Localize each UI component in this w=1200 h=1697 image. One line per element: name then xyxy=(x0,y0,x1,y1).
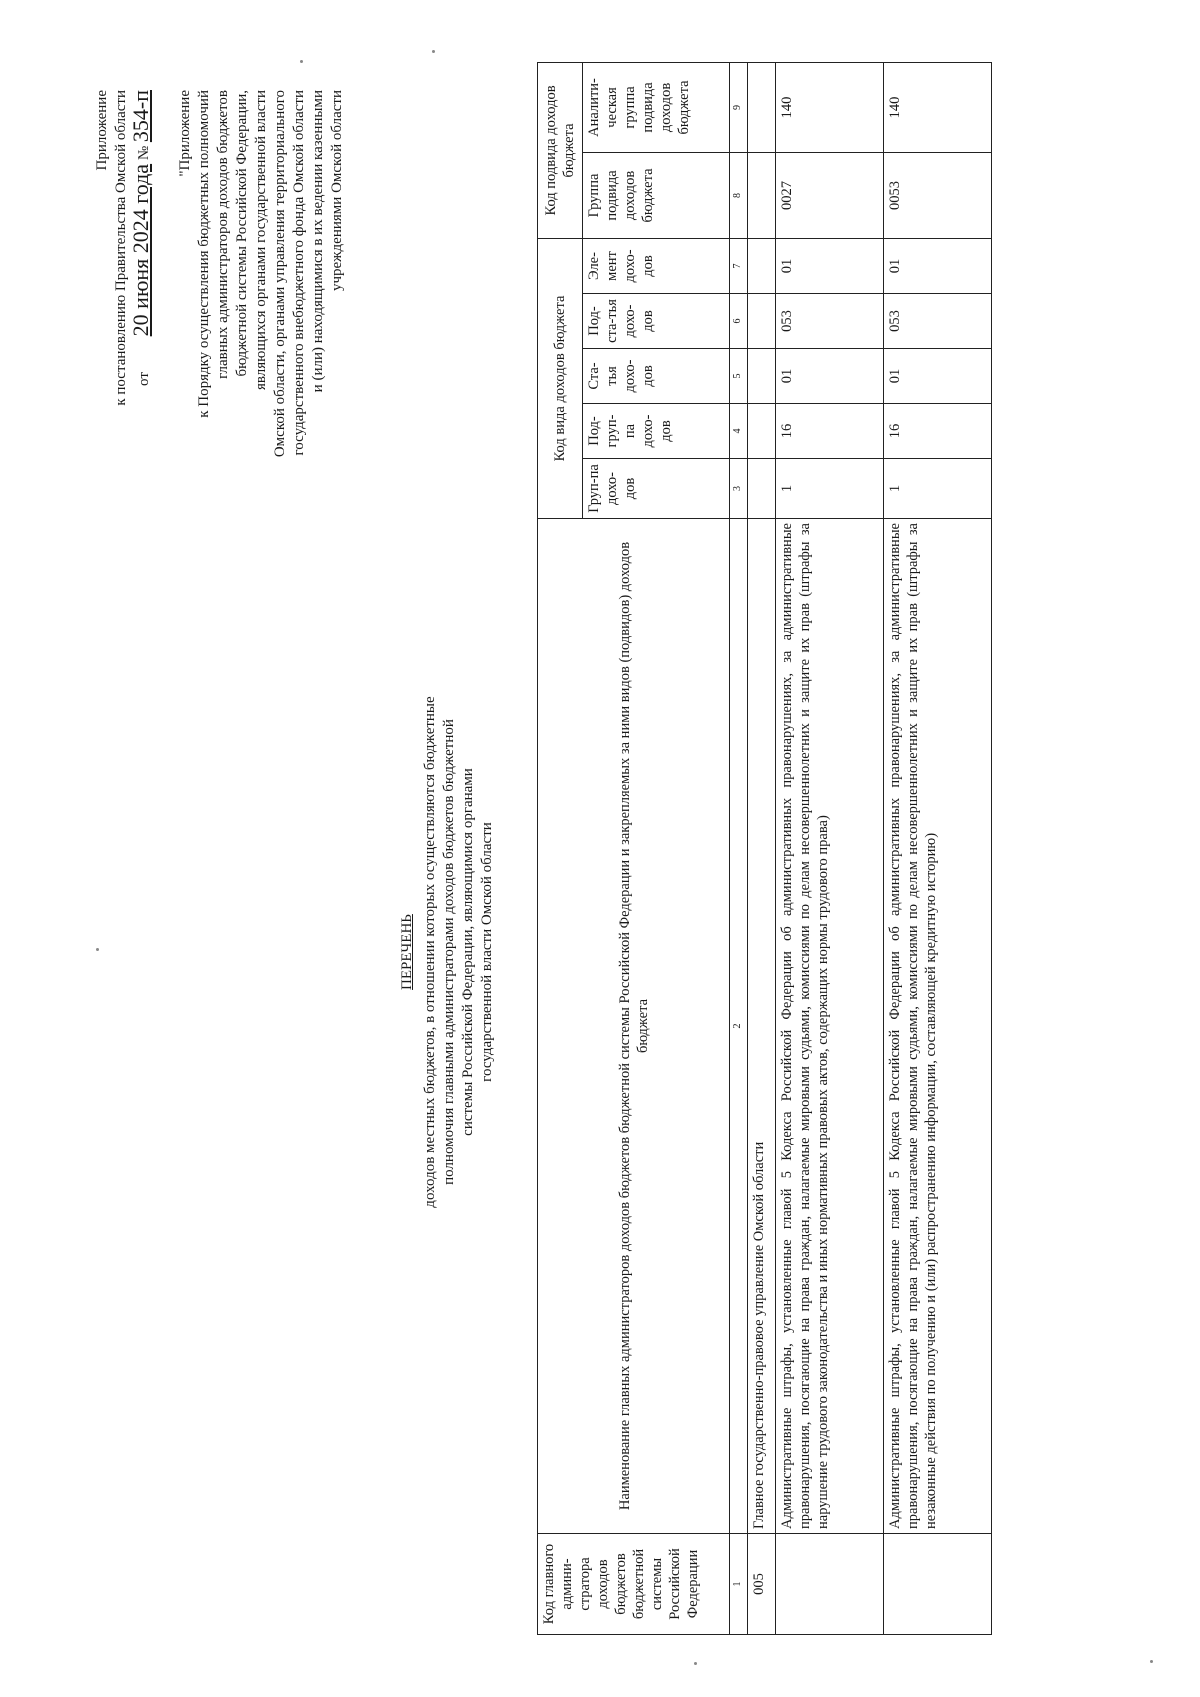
appendix-number-label: № xyxy=(136,145,152,161)
title-line: государственной власти Омской области xyxy=(479,822,495,1082)
header-article: Ста-тья дохо-дов xyxy=(583,349,730,404)
table-row xyxy=(776,62,884,1634)
column-number: 8 xyxy=(730,152,748,238)
header-subgroup: Под-груп-па дохо-дов xyxy=(583,404,730,459)
scan-speck xyxy=(694,1662,697,1665)
admin-row xyxy=(748,62,776,1634)
scan-speck xyxy=(1150,1660,1153,1663)
appendix-from-label: от xyxy=(136,372,152,386)
title-head: ПЕРЕЧЕНЬ xyxy=(399,914,415,990)
header-analytic-group: Аналити-ческая группа подвида доходов бюджета xyxy=(583,62,730,152)
column-number: 6 xyxy=(730,294,748,349)
column-number: 9 xyxy=(730,62,748,152)
order-note-line: государственного внебюджетного фонда Омской области xyxy=(291,90,307,456)
column-number: 7 xyxy=(730,238,748,293)
order-note-line: Омской области, органами управления территориального xyxy=(272,90,288,458)
row-element: 01 xyxy=(884,238,992,293)
appendix-title: Приложение xyxy=(94,90,110,171)
scan-speck xyxy=(300,60,303,63)
row-name: Административные штрафы, установленные главой 5 Кодекса Российской Федерации об административных правонарушениях, за административные правонарушения, посягающие на права граждан, налагаемые мировыми судьями, комиссиями по делам несовершеннолетних и защите их прав (штрафы за нарушение трудового законодательства и иных нормативных правовых актов, содержащих нормы трудового права) xyxy=(776,519,884,1534)
row-analytic-group: 140 xyxy=(776,62,884,152)
column-number: 1 xyxy=(730,1534,748,1635)
document-title xyxy=(398,627,497,1277)
header-name: Наименование главных администраторов доходов бюджетов бюджетной системы Российской Федерации и закрепляемых за ними видов (подвидов) доходов бюджета xyxy=(538,519,730,1534)
column-number-row xyxy=(730,62,748,1634)
admin-name: Главное государственно-правовое управление Омской области xyxy=(748,519,776,1534)
header-element: Эле-мент дохо-дов xyxy=(583,238,730,293)
order-note-line: бюджетной системы Российской Федерации, xyxy=(234,90,250,377)
order-note-line: являющихся органами государственной власти xyxy=(253,90,269,391)
order-note-line: к Порядку осуществления бюджетных полномочий xyxy=(196,90,212,418)
row-name: Административные штрафы, установленные главой 5 Кодекса Российской Федерации об административных правонарушениях, за административные правонарушения, посягающие на права граждан, налагаемые мировыми судьями, комиссиями по делам несовершеннолетних и защите их прав (штрафы за незаконные действия по получению и (или) распространению информации, составляющей кредитную историю) xyxy=(884,519,992,1534)
appendix-number: 354-п xyxy=(128,90,153,143)
row-admin-code xyxy=(884,1534,992,1635)
appendix-date: 20 июня 2024 года xyxy=(128,163,153,337)
column-number: 3 xyxy=(730,459,748,519)
row-analytic-group: 140 xyxy=(884,62,992,152)
row-subgroup: 16 xyxy=(776,404,884,459)
row-article: 01 xyxy=(776,349,884,404)
order-note-line: и (или) находящимися в их ведении казенными xyxy=(310,90,326,393)
scan-speck xyxy=(432,50,435,53)
scan-speck xyxy=(96,948,99,951)
row-subgroup: 16 xyxy=(884,404,992,459)
order-note xyxy=(176,90,347,710)
table-row xyxy=(884,62,992,1634)
header-subkind-code: Код подвида доходов бюджета xyxy=(538,62,583,238)
row-article: 01 xyxy=(884,349,992,404)
header-admin-code: Код главного админи-стратора доходов бюджетов бюджетной системы Российской Федерации xyxy=(538,1534,730,1635)
order-note-line: главных администраторов доходов бюджетов xyxy=(215,90,231,379)
appendix-date-line xyxy=(128,90,154,510)
header-subkind-group: Группа подвида доходов бюджета xyxy=(583,152,730,238)
row-subarticle: 053 xyxy=(776,294,884,349)
revenue-table xyxy=(537,62,992,1635)
header-kind-code: Код вида доходов бюджета xyxy=(538,238,583,518)
row-element: 01 xyxy=(776,238,884,293)
order-note-line: "Приложение xyxy=(177,90,193,177)
appendix-to-decree: к постановлению Правительства Омской области xyxy=(113,90,129,406)
table-header-row xyxy=(538,62,583,1634)
column-number: 2 xyxy=(730,519,748,1534)
header-subarticle: Под-ста-тья дохо-дов xyxy=(583,294,730,349)
column-number: 4 xyxy=(730,404,748,459)
title-line: полномочия главными администраторами доходов бюджетов бюджетной xyxy=(441,719,457,1185)
appendix-block xyxy=(93,90,154,510)
title-line: доходов местных бюджетов, в отношении которых осуществляются бюджетные xyxy=(422,696,438,1208)
row-group: 1 xyxy=(776,459,884,519)
header-group: Груп-па дохо-дов xyxy=(583,459,730,519)
row-group: 1 xyxy=(884,459,992,519)
row-subarticle: 053 xyxy=(884,294,992,349)
admin-code: 005 xyxy=(748,1534,776,1635)
row-admin-code xyxy=(776,1534,884,1635)
order-note-line: учреждениями Омской области xyxy=(329,90,345,292)
column-number: 5 xyxy=(730,349,748,404)
row-subkind-group: 0053 xyxy=(884,152,992,238)
title-line: системы Российской Федерации, являющимися органами xyxy=(460,768,476,1136)
row-subkind-group: 0027 xyxy=(776,152,884,238)
